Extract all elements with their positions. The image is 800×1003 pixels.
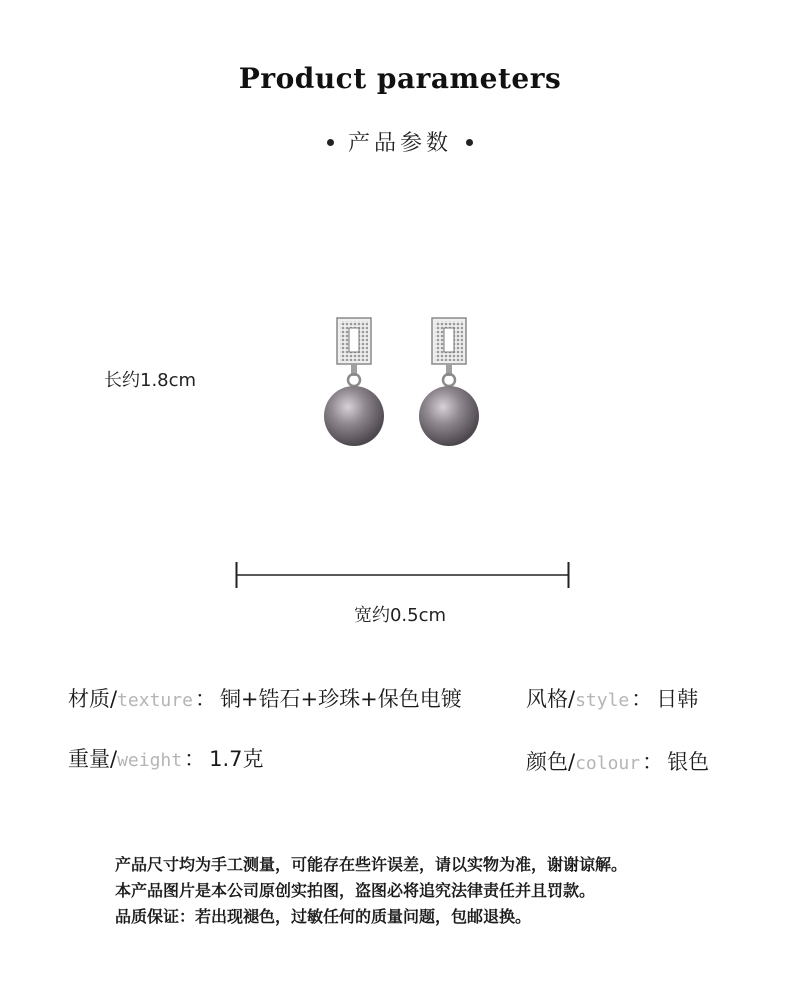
spec-material-cn: 材质 — [68, 687, 110, 711]
note-line: 品质保证：若出现褪色，过敏任何的质量问题，包邮退换。 — [115, 907, 532, 926]
notes-block — [115, 852, 627, 930]
spec-weight-cn: 重量 — [68, 747, 110, 771]
spec-color: 颜色/colour： 银色 — [526, 750, 710, 774]
page-title: Product parameters — [238, 62, 562, 95]
spec-material-value: 铜+锆石+珍珠+保色电镀 — [219, 687, 462, 711]
spec-material: 材质/texture： 铜+锆石+珍珠+保色电镀 — [68, 687, 462, 711]
bullet-dot-icon — [327, 139, 334, 146]
note-line: 本产品图片是本公司原创实拍图，盗图必将追究法律责任并且罚款。 — [115, 881, 596, 900]
spec-style: 风格/style： 日韩 — [526, 687, 699, 711]
spec-weight-value: 1.7克 — [209, 747, 264, 771]
width-label: 宽约0.5cm — [353, 605, 447, 626]
spec-weight-en: weight — [117, 750, 183, 771]
spec-style-value: 日韩 — [656, 687, 699, 711]
earrings-image — [310, 300, 510, 460]
bullet-dot-icon — [466, 139, 473, 146]
spec-weight: 重量/weight： 1.7克 — [68, 747, 264, 771]
spec-color-value: 银色 — [667, 750, 710, 774]
spec-color-en: colour — [575, 753, 641, 774]
earring-right — [419, 318, 479, 446]
width-measure-line — [235, 560, 570, 590]
spec-style-en: style — [575, 690, 630, 711]
note-line: 产品尺寸均为手工测量，可能存在些许误差，请以实物为准，谢谢谅解。 — [115, 855, 628, 874]
subtitle-text: 产品参数 — [347, 131, 452, 156]
length-label: 长约1.8cm — [104, 370, 197, 391]
spec-color-cn: 颜色 — [526, 750, 568, 774]
spec-material-en: texture — [117, 690, 193, 711]
spec-style-cn: 风格 — [526, 687, 568, 711]
earring-left — [324, 318, 384, 446]
page-subtitle — [0, 126, 800, 157]
